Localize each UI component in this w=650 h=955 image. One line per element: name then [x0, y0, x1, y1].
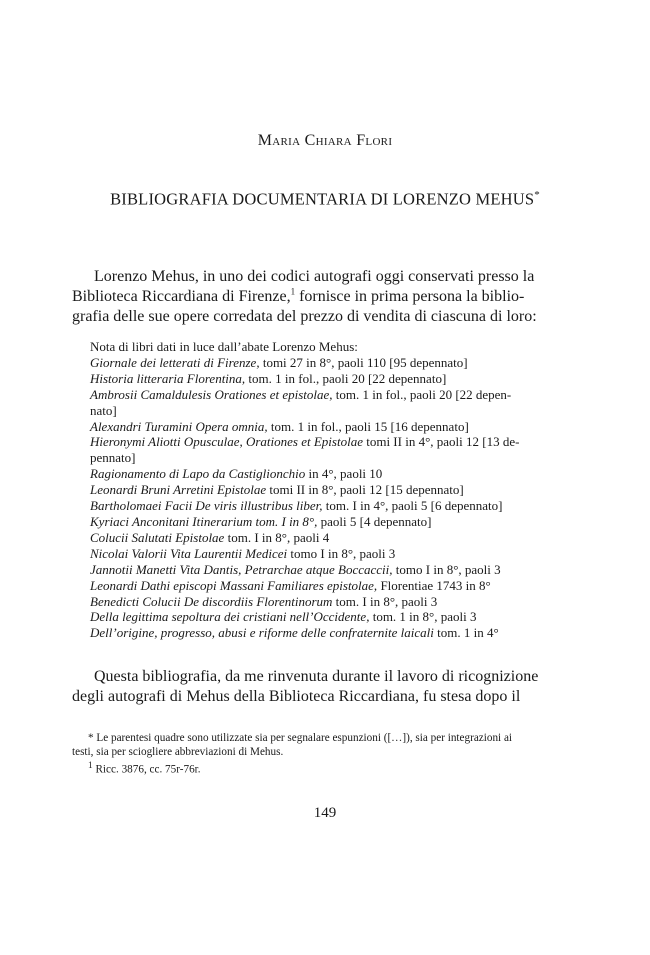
book-entry — [90, 625, 546, 641]
book-details: tom. 1 in fol., paoli 20 [22 depen- — [332, 386, 512, 402]
book-entry — [90, 498, 546, 514]
book-details: tomi 27 in 8°, paoli 110 [95 depennato] — [259, 354, 468, 370]
book-details: tom. I in 8°, paoli 4 — [224, 529, 330, 545]
paragraph-line: grafia delle sue opere corredata del prezzo di vendita di ciascuna di loro: — [72, 308, 537, 325]
book-title: Leonardi Dathi episcopi Massani Familiares epistolae, — [90, 577, 378, 593]
book-details: tomo I in 8°, paoli 3 — [392, 561, 501, 577]
book-details: tom. 1 in 8°, paoli 3 — [369, 609, 477, 625]
book-title: Della legittima sepoltura dei cristiani nell’Occidente, — [90, 609, 370, 625]
book-list — [90, 339, 546, 641]
book-title: Nicolai Valorii Vita Laurentii Medicei — [90, 545, 288, 561]
book-details: tom. 1 in fol., paoli 20 [22 depennato] — [245, 370, 447, 386]
book-title: Ragionamento di Lapo da Castiglionchio — [90, 466, 306, 482]
book-details: tomo I in 8°, paoli 3 — [287, 545, 396, 561]
paragraph-text: fornisce in prima persona la biblio- — [295, 288, 525, 305]
book-title: Benedicti Colucii De discordiis Florentinorum — [90, 593, 333, 609]
book-entry — [90, 578, 546, 594]
paragraph-text: Biblioteca Riccardiana di Firenze, — [72, 288, 291, 305]
book-entry — [90, 609, 546, 625]
book-entry — [90, 482, 546, 498]
paragraph-line: Questa bibliografia, da me rinvenuta durante il lavoro di ricognizione — [94, 668, 539, 685]
footnote-1-mark: 1 — [88, 761, 93, 771]
book-entry — [90, 387, 546, 403]
book-entry — [90, 562, 546, 578]
book-title: Ambrosii Camaldulesis Orationes et epistolae, — [90, 386, 333, 402]
book-title: Jannotii Manetti Vita Dantis, Petrarchae atque Boccaccii, — [90, 561, 393, 577]
book-details: tom. I in 4°, paoli 5 [6 depennato] — [322, 498, 503, 514]
book-title: Colucii Salutati Epistolae — [90, 529, 225, 545]
book-entry — [90, 546, 546, 562]
intro-paragraph — [72, 267, 547, 327]
author-name: Maria Chiara Flori — [257, 132, 393, 149]
body-paragraph — [72, 667, 547, 707]
book-entry — [90, 594, 546, 610]
book-entry — [90, 419, 546, 435]
book-title: Dell’origine, progresso, abusi e riforme delle confraternite laicali — [90, 625, 434, 641]
book-entry-continuation: nato] — [90, 402, 117, 418]
book-entry — [90, 434, 546, 450]
book-details: tomi II in 8°, paoli 12 [15 depennato] — [266, 482, 464, 498]
paragraph-line: Lorenzo Mehus, in uno dei codici autografi oggi conservati presso la — [94, 268, 535, 285]
title-text: BIBLIOGRAFIA DOCUMENTARIA DI LORENZO MEHUS — [110, 189, 535, 209]
paragraph-line: degli autografi di Mehus della Biblioteca Riccardiana, fu stesa dopo il — [72, 688, 521, 705]
footnote-1 — [72, 759, 547, 777]
book-details: Florentiae 1743 in 8° — [377, 577, 491, 593]
footnote-1-text: Ricc. 3876, cc. 75r-76r. — [95, 763, 201, 776]
book-entry — [90, 466, 546, 482]
page-number: 149 — [313, 805, 337, 821]
paragraph-line — [72, 287, 547, 307]
footnotes — [72, 731, 547, 777]
book-entry — [90, 371, 546, 387]
book-details: in 4°, paoli 10 — [305, 466, 383, 482]
book-details: tomi II in 4°, paoli 12 [13 de- — [362, 434, 520, 450]
book-details: tom. I in 8°, paoli 3 — [332, 593, 438, 609]
footnote-ref-1: 1 — [290, 286, 296, 297]
book-title: Leonardi Bruni Arretini Epistolae — [90, 482, 267, 498]
book-entry — [90, 514, 546, 530]
book-title: Hieronymi Aliotti Opusculae, Orationes et Epistolae — [90, 434, 363, 450]
book-entry — [90, 530, 546, 546]
book-list-heading: Nota di libri dati in luce dall’abate Lorenzo Mehus: — [90, 339, 358, 354]
article-title — [0, 189, 650, 210]
footnote-star-line: * Le parentesi quadre sono utilizzate sia per segnalare espunzioni ([…]), sia per integrazioni ai — [88, 732, 513, 744]
title-footnote-mark: * — [534, 189, 540, 201]
book-entry — [90, 355, 546, 371]
book-title: Giornale dei letterati di Firenze, — [90, 354, 260, 370]
book-entry-continuation: pennato] — [90, 450, 136, 466]
book-title: Alexandri Turamini Opera omnia, — [90, 418, 268, 434]
book-details: paoli 5 [4 depennato] — [317, 513, 432, 529]
book-title: Historia litteraria Florentina, — [90, 370, 246, 386]
book-title: Kyriaci Anconitani Itinerarium tom. I in 8°, — [90, 513, 318, 529]
footnote-star-line: testi, sia per sciogliere abbreviazioni di Mehus. — [72, 746, 284, 758]
book-title: Bartholomaei Facii De viris illustribus liber, — [90, 498, 323, 514]
book-details: tom. 1 in 4° — [433, 625, 499, 641]
book-details: tom. 1 in fol., paoli 15 [16 depennato] — [267, 418, 469, 434]
